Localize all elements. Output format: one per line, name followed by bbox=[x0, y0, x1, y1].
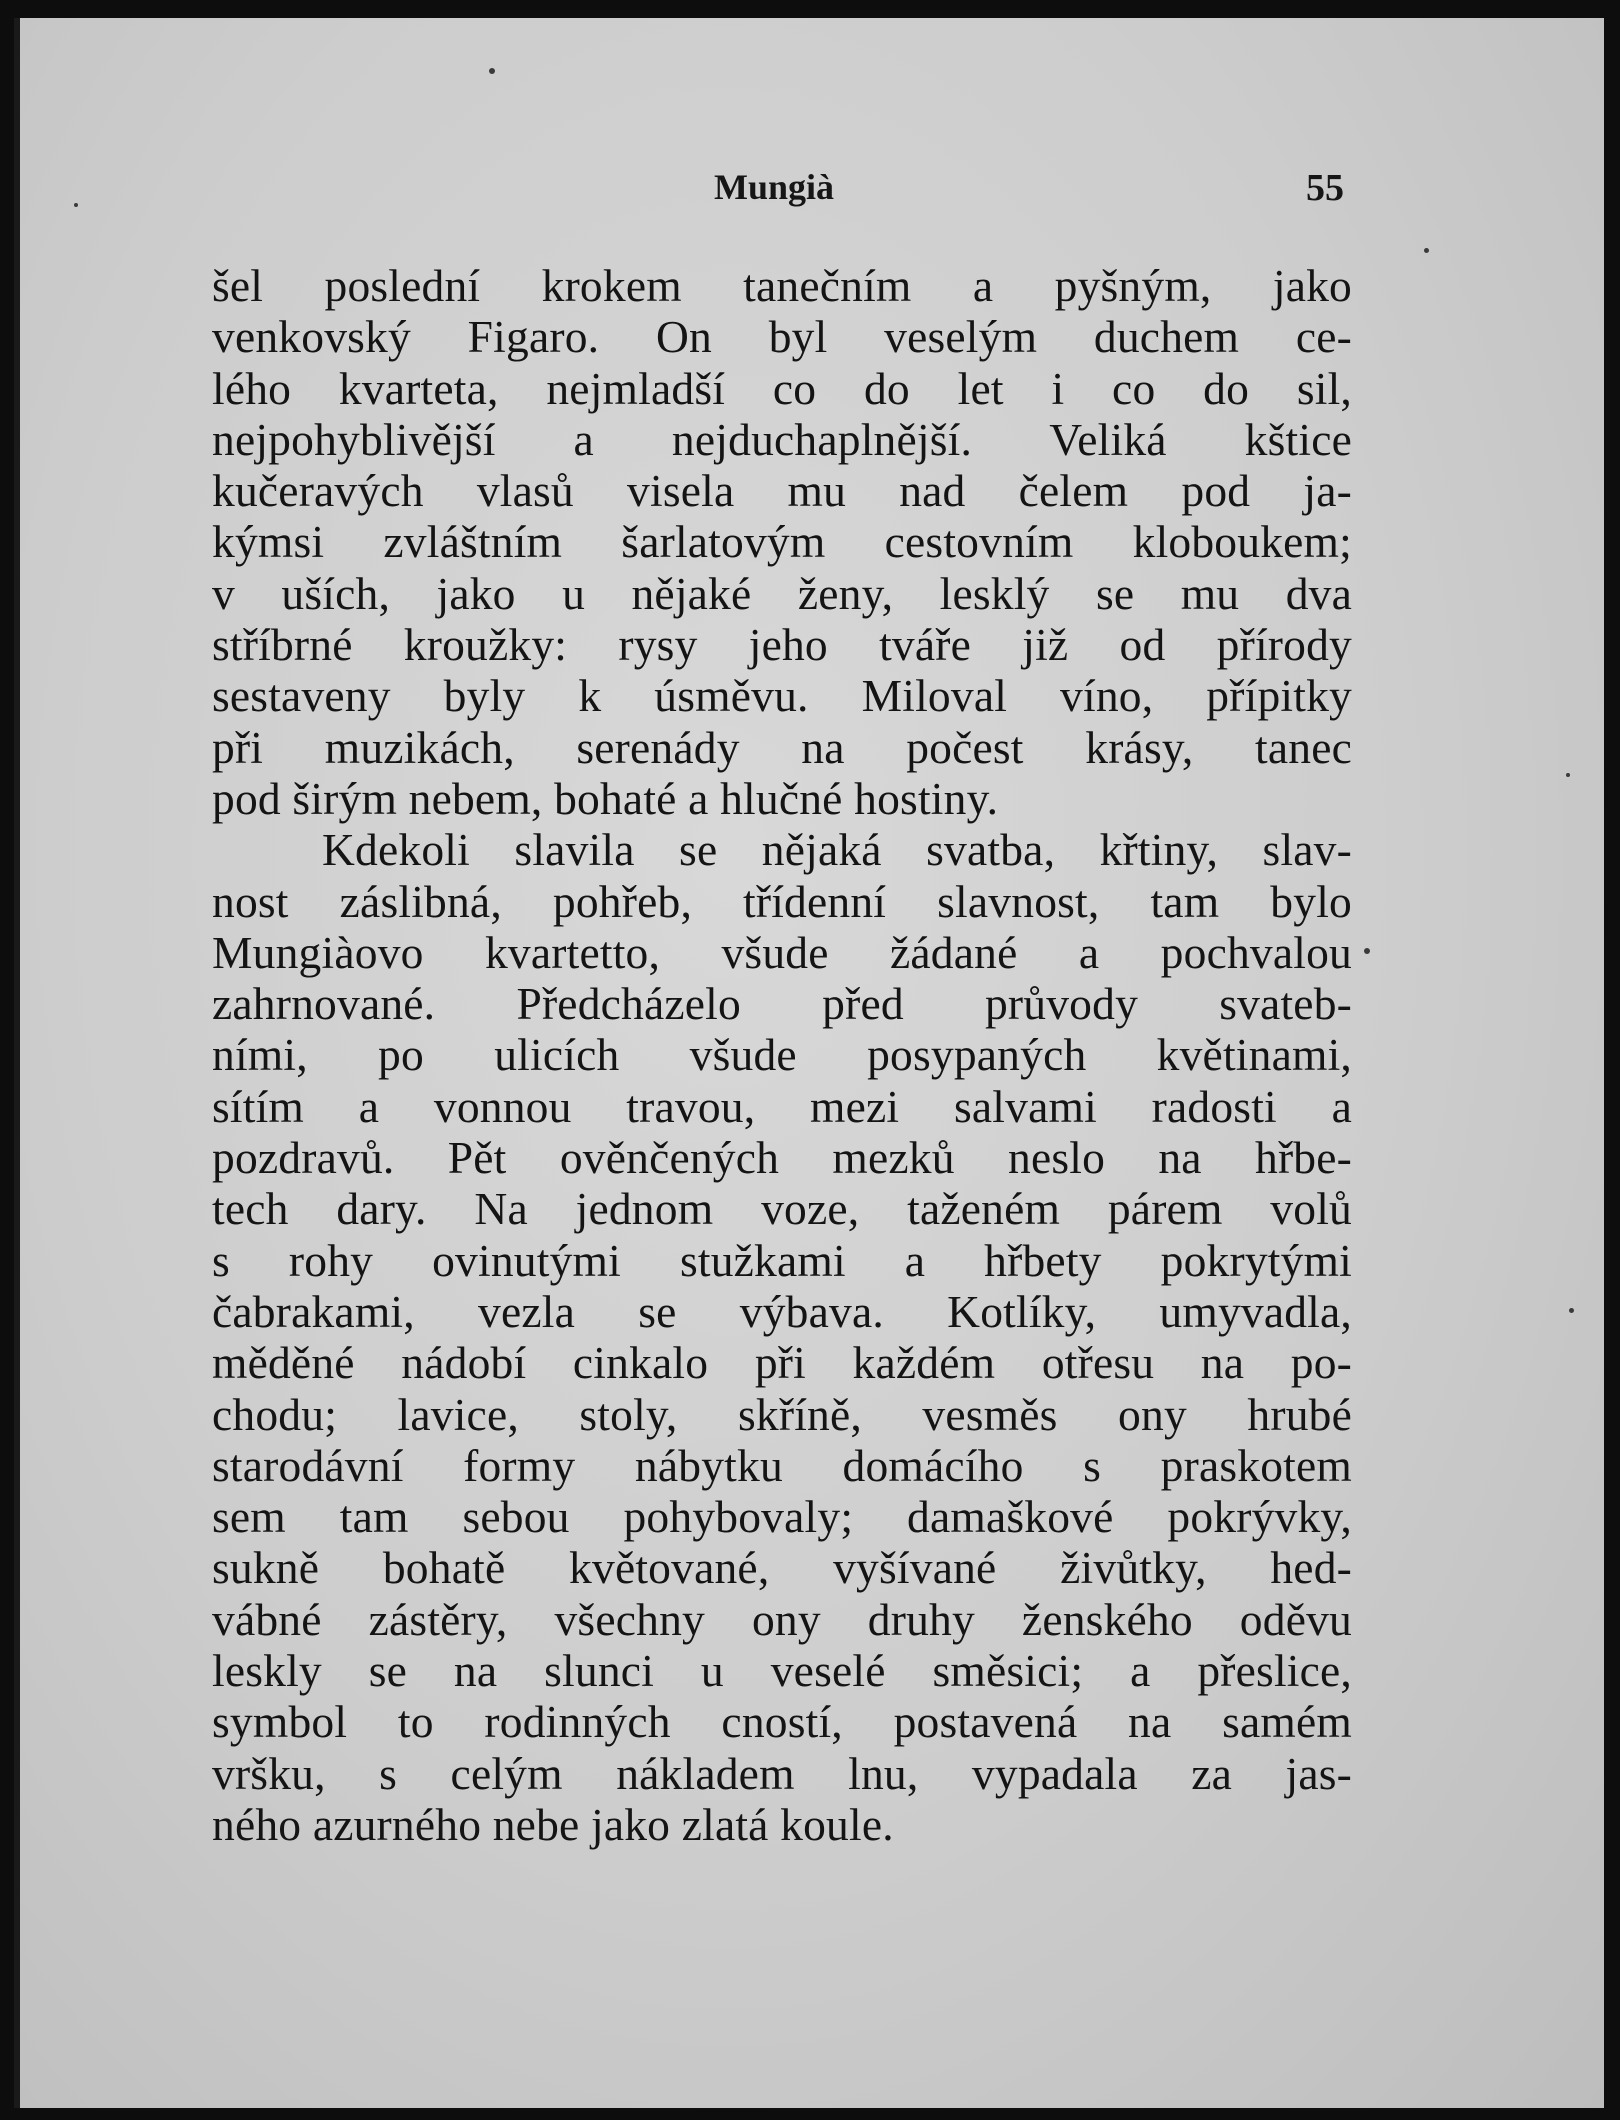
text-line: vábné zástěry, všechny ony druhy ženského oděvu bbox=[212, 1593, 1352, 1645]
paper-speck bbox=[489, 68, 495, 74]
text-line: sítím a vonnou travou, mezi salvami radosti a bbox=[212, 1080, 1352, 1132]
text-line: měděné nádobí cinkalo při každém otřesu na po- bbox=[212, 1337, 1352, 1389]
text-line: zahrnované. Předcházelo před průvody svateb- bbox=[212, 978, 1352, 1030]
book-page bbox=[14, 18, 1604, 2108]
body-text bbox=[212, 260, 1352, 1850]
text-line: ného azurného nebe jako zlatá koule. bbox=[212, 1798, 894, 1850]
text-line: nost záslibná, pohřeb, třídenní slavnost, tam bylo bbox=[212, 875, 1352, 927]
text-line: s rohy ovinutými stužkami a hřbety pokrytými bbox=[212, 1234, 1352, 1286]
text-line: čabrakami, vezla se výbava. Kotlíky, umyvadla, bbox=[212, 1285, 1352, 1337]
text-line: kučeravých vlasů visela mu nad čelem pod ja- bbox=[212, 465, 1352, 517]
page-header bbox=[204, 166, 1344, 216]
text-line: sestaveny byly k úsměvu. Miloval víno, přípitky bbox=[212, 670, 1352, 722]
paper-speck bbox=[1364, 948, 1370, 954]
text-line: pozdravů. Pět ověnčených mezků neslo na hřbe- bbox=[212, 1132, 1352, 1184]
text-line: stříbrné kroužky: rysy jeho tváře již od přírody bbox=[212, 619, 1352, 671]
text-line: ními, po ulicích všude posypaných květinami, bbox=[212, 1029, 1352, 1081]
text-line: při muzikách, serenády na počest krásy, tanec bbox=[212, 721, 1352, 773]
text-line: pod širým nebem, bohaté a hlučné hostiny. bbox=[212, 772, 999, 824]
text-line: šel poslední krokem tanečním a pyšným, jako bbox=[212, 260, 1352, 311]
text-line: lého kvarteta, nejmladší co do let i co do sil, bbox=[212, 362, 1352, 414]
paper-speck bbox=[1569, 1308, 1574, 1313]
text-line: starodávní formy nábytku domácího s praskotem bbox=[212, 1439, 1352, 1491]
text-line: sukně bohatě květované, vyšívané živůtky, hed- bbox=[212, 1542, 1352, 1594]
text-line: sem tam sebou pohybovaly; damaškové pokrývky, bbox=[212, 1491, 1352, 1543]
text-line: leskly se na slunci u veselé směsici; a přeslice, bbox=[212, 1645, 1352, 1697]
page-number: 55 bbox=[1306, 167, 1344, 209]
running-title: Mungià bbox=[713, 167, 835, 207]
page-binding-edge bbox=[14, 18, 20, 2108]
text-line: chodu; lavice, stoly, skříně, vesměs ony hrubé bbox=[212, 1388, 1352, 1440]
text-line: venkovský Figaro. On byl veselým duchem ce- bbox=[212, 311, 1352, 363]
text-line: vršku, s celým nákladem lnu, vypadala za jas- bbox=[212, 1747, 1352, 1799]
paper-speck bbox=[74, 203, 78, 207]
text-line: Kdekoli slavila se nějaká svatba, křtiny, slav- bbox=[322, 824, 1352, 876]
paper-speck bbox=[1566, 773, 1570, 777]
text-line: nejpohyblivější a nejduchaplnější. Veliká kštice bbox=[212, 413, 1352, 465]
text-line: Mungiàovo kvartetto, všude žádané a pochvalou bbox=[212, 926, 1352, 978]
text-line: symbol to rodinných cností, postavená na samém bbox=[212, 1696, 1352, 1748]
text-line: tech dary. Na jednom voze, taženém párem volů bbox=[212, 1183, 1352, 1235]
text-line: kýmsi zvláštním šarlatovým cestovním kloboukem; bbox=[212, 516, 1352, 568]
text-line: v uších, jako u nějaké ženy, lesklý se mu dva bbox=[212, 567, 1352, 619]
paper-speck bbox=[1424, 248, 1429, 253]
